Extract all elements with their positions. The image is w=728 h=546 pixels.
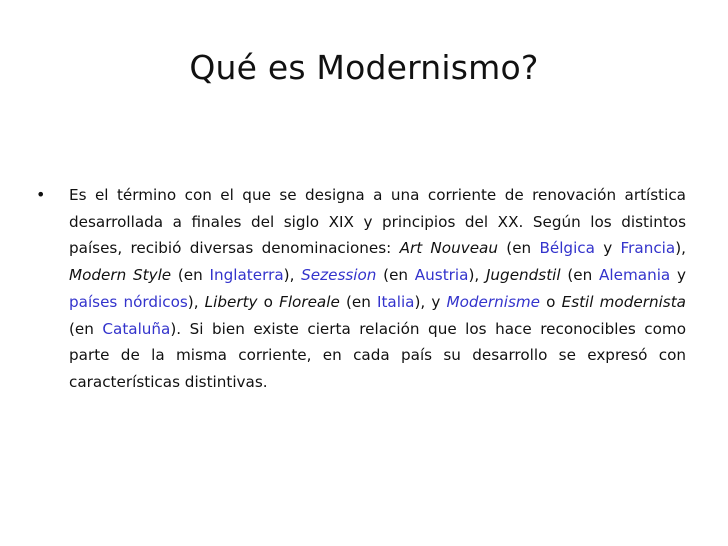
text-segment: (en (69, 319, 103, 338)
bullet-item (36, 182, 686, 396)
link-italia[interactable]: Italia (376, 292, 415, 311)
link-austria[interactable]: Austria (414, 266, 469, 285)
term-art-nouveau: Art Nouveau (399, 239, 498, 258)
text-segment: ), (187, 292, 205, 311)
term-estil-modernista: Estil modernista (561, 292, 686, 311)
text-segment: ), (283, 266, 302, 285)
link-alemania[interactable]: Alemania (599, 266, 671, 285)
bullet-paragraph (69, 182, 686, 396)
text-segment: ). Si bien existe cierta relación que los hace reconocibles como parte de la misma corriente, en cada país su desarrollo se expresó con características distintivas. (69, 319, 686, 391)
text-segment: Es el término con el que se designa a una corriente de renovación artística desarrollada a finales del siglo XIX y principios del XX. Según los distintos países, recibió diversas denominaciones: (69, 186, 686, 258)
text-segment: o (540, 292, 562, 311)
slide-content (36, 182, 686, 396)
text-segment: (en (339, 292, 377, 311)
slide-title: Qué es Modernismo? (189, 48, 539, 87)
text-segment: (en (497, 239, 540, 258)
link-francia[interactable]: Francia (620, 239, 676, 258)
bullet-icon: • (36, 185, 46, 204)
text-segment: y (670, 266, 686, 285)
text-segment: (en (560, 266, 600, 285)
term-liberty: Liberty (204, 292, 258, 311)
link-cataluna[interactable]: Cataluña (102, 319, 171, 338)
link-paises-nordicos[interactable]: países nórdicos (69, 292, 188, 311)
term-floreale: Floreale (279, 292, 340, 311)
text-segment: o (257, 292, 280, 311)
text-segment: (en (376, 266, 415, 285)
text-segment: ), (468, 266, 486, 285)
text-segment: ), (675, 239, 686, 258)
text-segment: (en (171, 266, 210, 285)
link-inglaterra[interactable]: Inglaterra (209, 266, 284, 285)
link-sezession[interactable]: Sezession (301, 266, 377, 285)
text-segment: y (594, 239, 621, 258)
link-modernisme[interactable]: Modernisme (446, 292, 541, 311)
link-belgica[interactable]: Bélgica (539, 239, 595, 258)
text-segment: ), y (414, 292, 447, 311)
term-modern-style: Modern Style (69, 266, 172, 285)
term-jugendstil: Jugendstil (485, 266, 561, 285)
